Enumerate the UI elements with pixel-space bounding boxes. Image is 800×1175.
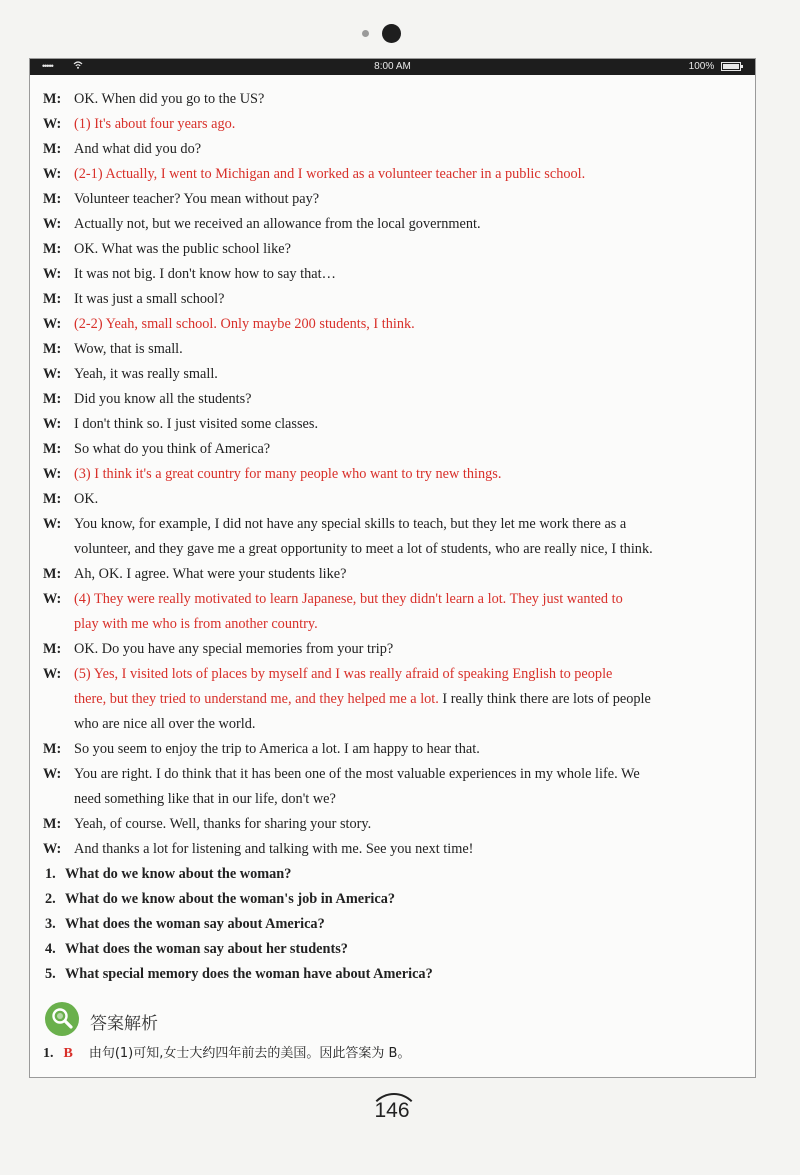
speaker-label: W: bbox=[43, 266, 62, 282]
dialogue-text-highlight: (1) It's about four years ago. bbox=[74, 116, 236, 132]
dialogue-text: It was just a small school? bbox=[74, 291, 225, 307]
dialogue-text: OK. What was the public school like? bbox=[74, 241, 291, 257]
dialogue-text-highlight: there, but they tried to understand me, and they helped me a lot. bbox=[74, 691, 439, 707]
dialogue-text: who are nice all over the world. bbox=[74, 716, 256, 732]
status-bar bbox=[30, 59, 755, 75]
question-item bbox=[43, 937, 746, 962]
dialogue-line bbox=[43, 662, 746, 687]
dialogue-text: Ah, OK. I agree. What were your students like? bbox=[74, 566, 347, 582]
dialogue-text: Did you know all the students? bbox=[74, 391, 252, 407]
battery-status bbox=[689, 61, 741, 72]
speaker-label: W: bbox=[43, 516, 62, 532]
dialogue-line bbox=[43, 137, 746, 162]
dialogue-continuation bbox=[43, 537, 746, 562]
speaker-label: W: bbox=[43, 116, 62, 132]
speaker-label: W: bbox=[43, 666, 62, 682]
tablet-frame bbox=[29, 58, 756, 1078]
dialogue-line bbox=[43, 362, 746, 387]
dialogue-line bbox=[43, 837, 746, 862]
speaker-label: M: bbox=[43, 91, 62, 107]
speaker-label: W: bbox=[43, 216, 62, 232]
question-item bbox=[43, 962, 746, 987]
question-number: 3. bbox=[45, 916, 56, 932]
transcript bbox=[43, 87, 746, 987]
dialogue-text: You are right. I do think that it has been one of the most valuable experiences in my whole life. We bbox=[74, 766, 640, 782]
question-text: What do we know about the woman? bbox=[65, 866, 292, 882]
signal-icon: ••••• bbox=[42, 61, 53, 71]
dialogue-lines bbox=[43, 87, 746, 512]
status-time: 8:00 AM bbox=[374, 61, 411, 72]
dialogue-text: volunteer, and they gave me a great opportunity to meet a lot of students, who are really nice, I think. bbox=[74, 541, 653, 557]
dialogue-text: And what did you do? bbox=[74, 141, 202, 157]
question-text: What does the woman say about her students? bbox=[65, 941, 348, 957]
dialogue-line bbox=[43, 437, 746, 462]
dialogue-text-highlight: play with me who is from another country. bbox=[74, 616, 318, 632]
dialogue-text: Yeah, it was really small. bbox=[74, 366, 218, 382]
page-number-badge bbox=[360, 1085, 436, 1145]
speaker-label: W: bbox=[43, 316, 62, 332]
dialogue-line bbox=[43, 287, 746, 312]
dialogue-line bbox=[43, 237, 746, 262]
speaker-label: W: bbox=[43, 366, 62, 382]
dialogue-text-highlight: (3) I think it's a great country for many people who want to try new things. bbox=[74, 466, 502, 482]
page-number: 146 bbox=[374, 1099, 410, 1122]
dialogue-text: I don't think so. I just visited some classes. bbox=[74, 416, 319, 432]
dialogue-line bbox=[43, 762, 746, 787]
question-item bbox=[43, 912, 746, 937]
dialogue-line bbox=[43, 162, 746, 187]
page-dot-inactive[interactable] bbox=[362, 30, 369, 37]
speaker-label: M: bbox=[43, 291, 62, 307]
question-item bbox=[43, 887, 746, 912]
speaker-label: M: bbox=[43, 441, 62, 457]
dialogue-line bbox=[43, 637, 746, 662]
dialogue-text: OK. When did you go to the US? bbox=[74, 91, 265, 107]
dialogue-text: OK. bbox=[74, 491, 99, 507]
speaker-label: M: bbox=[43, 641, 62, 657]
dialogue-text-highlight: (5) Yes, I visited lots of places by myself and I was really afraid of speaking English to people bbox=[74, 666, 613, 682]
question-number: 2. bbox=[45, 891, 56, 907]
dialogue-line bbox=[43, 737, 746, 762]
speaker-label: M: bbox=[43, 741, 62, 757]
dialogue-text: need something like that in our life, don't we? bbox=[74, 791, 336, 807]
question-item bbox=[43, 862, 746, 887]
answer-key: B bbox=[63, 1046, 73, 1061]
speaker-label: M: bbox=[43, 191, 62, 207]
dialogue-text: Yeah, of course. Well, thanks for sharing your story. bbox=[74, 816, 372, 832]
answer-number: 1. bbox=[43, 1046, 54, 1061]
dialogue-text-highlight: (2-2) Yeah, small school. Only maybe 200 students, I think. bbox=[74, 316, 415, 332]
dialogue-text: Volunteer teacher? You mean without pay? bbox=[74, 191, 320, 207]
dialogue-text: OK. Do you have any special memories from your trip? bbox=[74, 641, 394, 657]
dialogue-text-highlight: (4) They were really motivated to learn Japanese, but they didn't learn a lot. They just wanted to bbox=[74, 591, 623, 607]
speaker-label: W: bbox=[43, 466, 62, 482]
dialogue-text: So you seem to enjoy the trip to America a lot. I am happy to hear that. bbox=[74, 741, 480, 757]
speaker-label: M: bbox=[43, 566, 62, 582]
page-dot-active[interactable] bbox=[382, 24, 401, 43]
dialogue-text: It was not big. I don't know how to say that… bbox=[74, 266, 336, 282]
dialogue-text: I really think there are lots of people bbox=[438, 691, 651, 707]
speaker-label: M: bbox=[43, 391, 62, 407]
dialogue-line bbox=[43, 212, 746, 237]
dialogue-line bbox=[43, 587, 746, 612]
dialogue-line bbox=[43, 387, 746, 412]
answer-explanation bbox=[43, 1044, 410, 1064]
dialogue-text-mixed bbox=[74, 687, 651, 712]
dialogue-line bbox=[43, 462, 746, 487]
speaker-label: W: bbox=[43, 766, 62, 782]
speaker-label: W: bbox=[43, 166, 62, 182]
question-text: What do we know about the woman's job in America? bbox=[65, 891, 396, 907]
page-indicator bbox=[0, 24, 800, 44]
speaker-label: M: bbox=[43, 491, 62, 507]
speaker-label: W: bbox=[43, 416, 62, 432]
dialogue-line bbox=[43, 112, 746, 137]
speaker-label: M: bbox=[43, 341, 62, 357]
dialogue-text: Wow, that is small. bbox=[74, 341, 183, 357]
magnifier-icon bbox=[45, 1002, 79, 1036]
speaker-label: M: bbox=[43, 816, 62, 832]
dialogue-line bbox=[43, 312, 746, 337]
question-list bbox=[43, 862, 746, 987]
dialogue-text: And thanks a lot for listening and talking with me. See you next time! bbox=[74, 841, 474, 857]
dialogue-line bbox=[43, 562, 746, 587]
speaker-label: W: bbox=[43, 591, 62, 607]
dialogue-text: Actually not, but we received an allowance from the local government. bbox=[74, 216, 481, 232]
battery-fill bbox=[723, 64, 739, 69]
battery-percent: 100% bbox=[688, 61, 715, 72]
dialogue-line bbox=[43, 812, 746, 837]
battery-icon bbox=[721, 62, 741, 71]
question-number: 5. bbox=[45, 966, 56, 982]
dialogue-continuation bbox=[43, 787, 746, 812]
answer-text: 由句(1)可知,女士大约四年前去的美国。因此答案为 B。 bbox=[88, 1046, 411, 1061]
speaker-label: W: bbox=[43, 841, 62, 857]
dialogue-line bbox=[43, 187, 746, 212]
speaker-label: M: bbox=[43, 241, 62, 257]
question-number: 1. bbox=[45, 866, 56, 882]
speaker-label: M: bbox=[43, 141, 62, 157]
question-text: What does the woman say about America? bbox=[65, 916, 325, 932]
dialogue-line bbox=[43, 412, 746, 437]
question-text: What special memory does the woman have about America? bbox=[65, 966, 433, 982]
dialogue-line bbox=[43, 87, 746, 112]
dialogue-line bbox=[43, 262, 746, 287]
dialogue-text: So what do you think of America? bbox=[74, 441, 271, 457]
dialogue-line bbox=[43, 487, 746, 512]
dialogue-text: You know, for example, I did not have any special skills to teach, but they let me work there as a bbox=[74, 516, 627, 532]
dialogue-continuation bbox=[43, 712, 746, 737]
dialogue-continuation bbox=[43, 687, 746, 712]
answer-section-title: 答案解析 bbox=[90, 1014, 158, 1034]
dialogue-line bbox=[43, 512, 746, 537]
dialogue-line bbox=[43, 337, 746, 362]
dialogue-text-highlight: (2-1) Actually, I went to Michigan and I worked as a volunteer teacher in a public school. bbox=[74, 166, 586, 182]
question-number: 4. bbox=[45, 941, 56, 957]
dialogue-continuation bbox=[43, 612, 746, 637]
